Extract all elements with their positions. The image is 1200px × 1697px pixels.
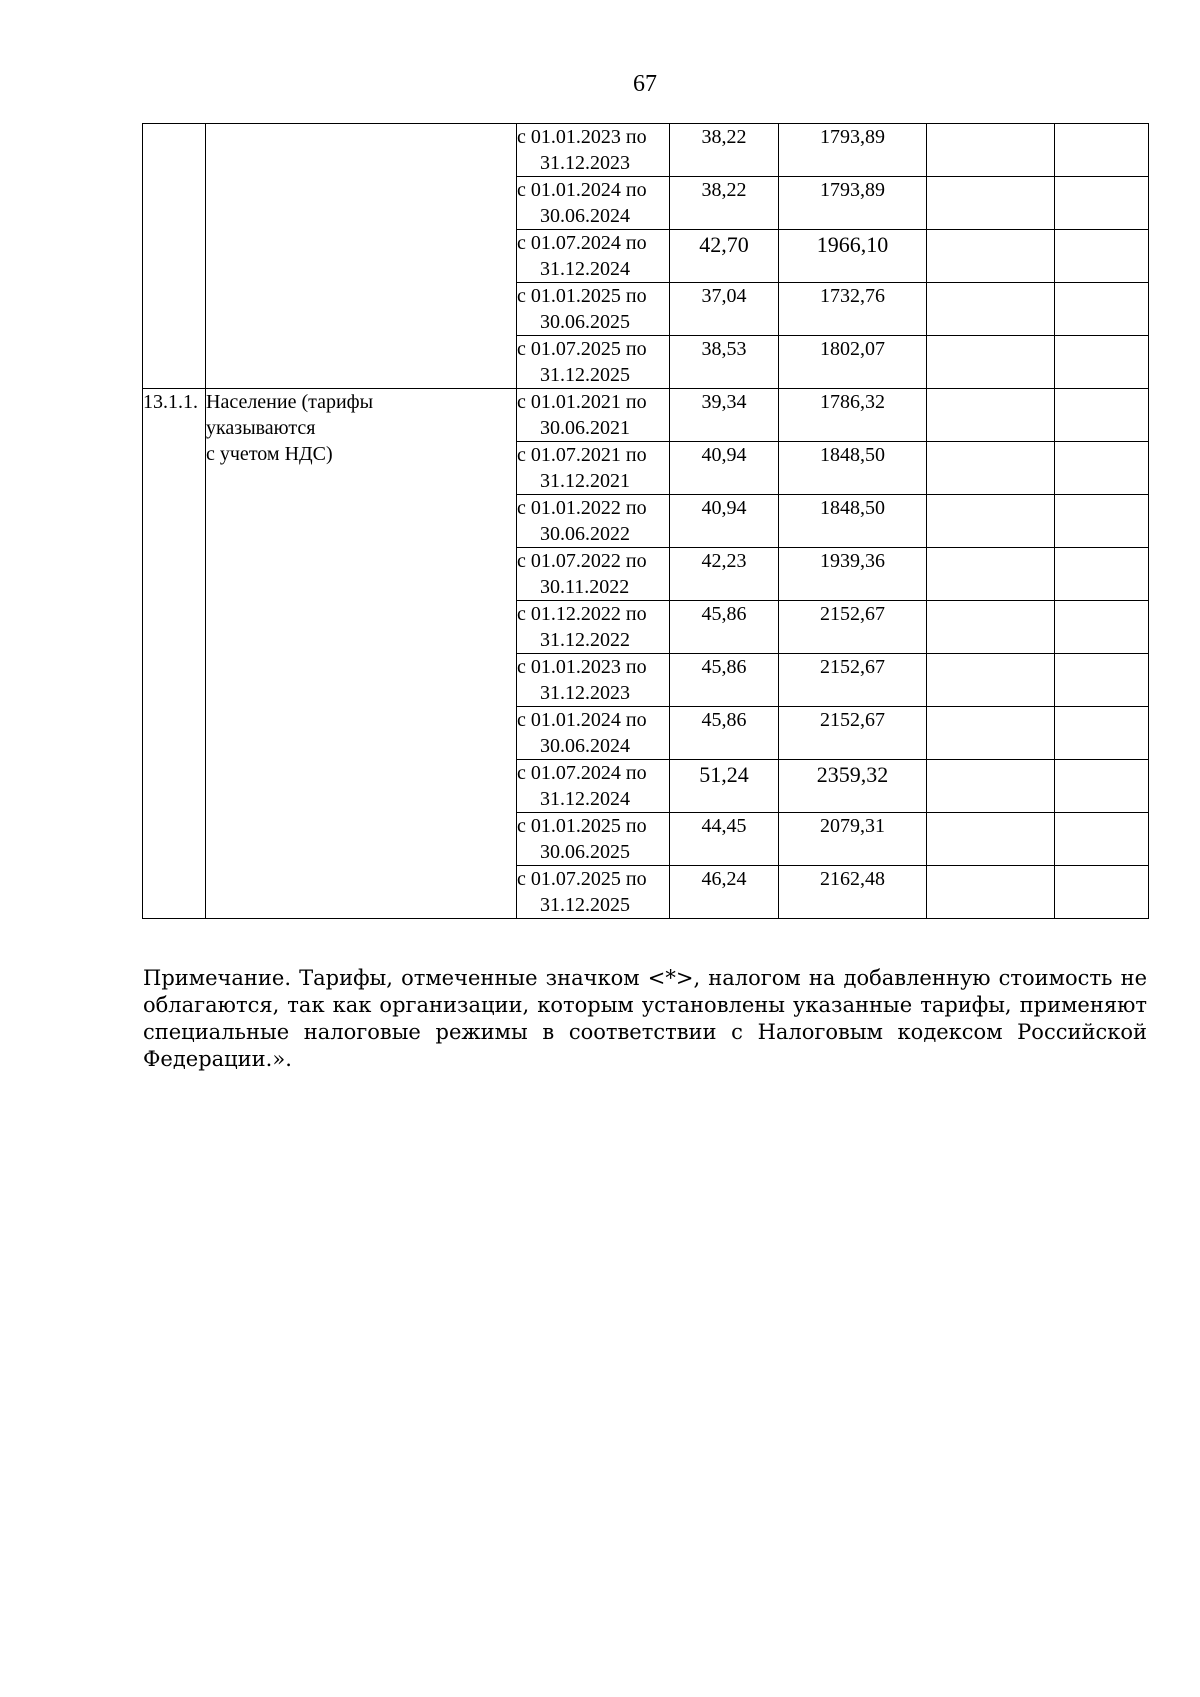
tariff-value3-cell [927, 760, 1055, 813]
period-cell [517, 813, 670, 866]
item-number-cell: 13.1.1. [143, 389, 206, 919]
tariff-value2-cell: 2359,32 [779, 760, 927, 813]
period-cell [517, 495, 670, 548]
tariff-value3-cell [927, 124, 1055, 177]
period-cell [517, 654, 670, 707]
tariff-value1-cell: 42,23 [670, 548, 779, 601]
tariff-value1-cell: 42,70 [670, 230, 779, 283]
period-cell [517, 760, 670, 813]
period-to: 31.12.2024 [540, 258, 630, 280]
period-from: с 01.12.2022 по [517, 603, 647, 625]
tariff-value4-cell [1055, 177, 1149, 230]
tariff-value2-cell: 1786,32 [779, 389, 927, 442]
tariff-value4-cell [1055, 760, 1149, 813]
period-to: 31.12.2022 [540, 629, 630, 651]
tariff-value4-cell [1055, 495, 1149, 548]
tariff-table [142, 123, 1149, 919]
tariff-value3-cell [927, 283, 1055, 336]
consumer-group-cell [206, 124, 517, 389]
tariff-value4-cell [1055, 389, 1149, 442]
tariff-value1-cell: 39,34 [670, 389, 779, 442]
tariff-value4-cell [1055, 442, 1149, 495]
tariff-value3-cell [927, 707, 1055, 760]
period-cell [517, 707, 670, 760]
tariff-value2-cell: 2162,48 [779, 866, 927, 919]
period-to: 31.12.2025 [540, 894, 630, 916]
period-cell [517, 601, 670, 654]
period-to: 31.12.2023 [540, 152, 630, 174]
period-to: 30.06.2024 [540, 205, 630, 227]
period-cell [517, 124, 670, 177]
period-cell [517, 177, 670, 230]
period-from: с 01.01.2021 по [517, 391, 647, 413]
note-paragraph: Примечание. Тарифы, отмеченные значком <*>, налогом на добавленную стоимость не облагаются, так как организации, которым установлены указанные тарифы, применяют специальные налоговые режимы в соответствии с Налоговым кодексом Российской Федерации.». [143, 966, 1147, 1071]
tariff-value3-cell [927, 230, 1055, 283]
tariff-value1-cell: 45,86 [670, 707, 779, 760]
tariff-value3-cell [927, 813, 1055, 866]
period-from: с 01.01.2024 по [517, 179, 647, 201]
tariff-value2-cell: 1793,89 [779, 177, 927, 230]
tariff-value1-cell: 40,94 [670, 442, 779, 495]
tariff-value1-cell: 38,22 [670, 124, 779, 177]
tariff-value3-cell [927, 442, 1055, 495]
period-cell [517, 442, 670, 495]
period-from: с 01.07.2024 по [517, 762, 647, 784]
tariff-value2-cell: 2152,67 [779, 707, 927, 760]
tariff-value3-cell [927, 601, 1055, 654]
period-to: 31.12.2025 [540, 364, 630, 386]
period-to: 30.11.2022 [540, 576, 630, 598]
period-from: с 01.07.2024 по [517, 232, 647, 254]
tariff-value3-cell [927, 177, 1055, 230]
tariff-value4-cell [1055, 707, 1149, 760]
tariff-value3-cell [927, 866, 1055, 919]
tariff-value3-cell [927, 389, 1055, 442]
tariff-value2-cell: 1793,89 [779, 124, 927, 177]
table-row [143, 389, 1149, 442]
tariff-value3-cell [927, 548, 1055, 601]
period-to: 30.06.2022 [540, 523, 630, 545]
tariff-value2-cell: 2079,31 [779, 813, 927, 866]
period-from: с 01.01.2023 по [517, 656, 647, 678]
consumer-group-line: указываются [206, 417, 316, 439]
tariff-value2-cell: 2152,67 [779, 654, 927, 707]
tariff-value4-cell [1055, 601, 1149, 654]
item-number-cell [143, 124, 206, 389]
tariff-value1-cell: 51,24 [670, 760, 779, 813]
consumer-group-cell [206, 389, 517, 919]
period-cell [517, 548, 670, 601]
period-from: с 01.07.2022 по [517, 550, 647, 572]
period-cell [517, 283, 670, 336]
tariff-value4-cell [1055, 124, 1149, 177]
tariff-value4-cell [1055, 654, 1149, 707]
tariff-value2-cell: 1848,50 [779, 495, 927, 548]
period-to: 31.12.2024 [540, 788, 630, 810]
tariff-value4-cell [1055, 283, 1149, 336]
tariff-value1-cell: 45,86 [670, 654, 779, 707]
tariff-value4-cell [1055, 548, 1149, 601]
tariff-value4-cell [1055, 336, 1149, 389]
tariff-value3-cell [927, 654, 1055, 707]
tariff-value2-cell: 1848,50 [779, 442, 927, 495]
period-to: 31.12.2023 [540, 682, 630, 704]
period-to: 30.06.2025 [540, 841, 630, 863]
period-from: с 01.07.2025 по [517, 338, 647, 360]
period-to: 30.06.2024 [540, 735, 630, 757]
tariff-value2-cell: 1966,10 [779, 230, 927, 283]
page-number: 67 [633, 71, 657, 97]
period-to: 30.06.2021 [540, 417, 630, 439]
tariff-value2-cell: 1939,36 [779, 548, 927, 601]
tariff-value2-cell: 1732,76 [779, 283, 927, 336]
consumer-group-line: с учетом НДС) [206, 443, 333, 465]
tariff-value1-cell: 38,53 [670, 336, 779, 389]
tariff-value4-cell [1055, 813, 1149, 866]
tariff-table-body [143, 124, 1149, 919]
tariff-value3-cell [927, 495, 1055, 548]
period-cell [517, 336, 670, 389]
tariff-value3-cell [927, 336, 1055, 389]
period-from: с 01.07.2025 по [517, 868, 647, 890]
tariff-value4-cell [1055, 866, 1149, 919]
tariff-value2-cell: 2152,67 [779, 601, 927, 654]
period-from: с 01.07.2021 по [517, 444, 647, 466]
period-to: 31.12.2021 [540, 470, 630, 492]
table-row [143, 124, 1149, 177]
period-from: с 01.01.2024 по [517, 709, 647, 731]
period-cell [517, 389, 670, 442]
period-cell [517, 866, 670, 919]
period-to: 30.06.2025 [540, 311, 630, 333]
tariff-value1-cell: 44,45 [670, 813, 779, 866]
consumer-group-line: Население (тарифы [206, 391, 374, 413]
tariff-value4-cell [1055, 230, 1149, 283]
tariff-value2-cell: 1802,07 [779, 336, 927, 389]
period-from: с 01.01.2023 по [517, 126, 647, 148]
tariff-value1-cell: 38,22 [670, 177, 779, 230]
period-cell [517, 230, 670, 283]
period-from: с 01.01.2022 по [517, 497, 647, 519]
tariff-value1-cell: 45,86 [670, 601, 779, 654]
period-from: с 01.01.2025 по [517, 285, 647, 307]
tariff-value1-cell: 46,24 [670, 866, 779, 919]
period-from: с 01.01.2025 по [517, 815, 647, 837]
tariff-value1-cell: 40,94 [670, 495, 779, 548]
tariff-value1-cell: 37,04 [670, 283, 779, 336]
